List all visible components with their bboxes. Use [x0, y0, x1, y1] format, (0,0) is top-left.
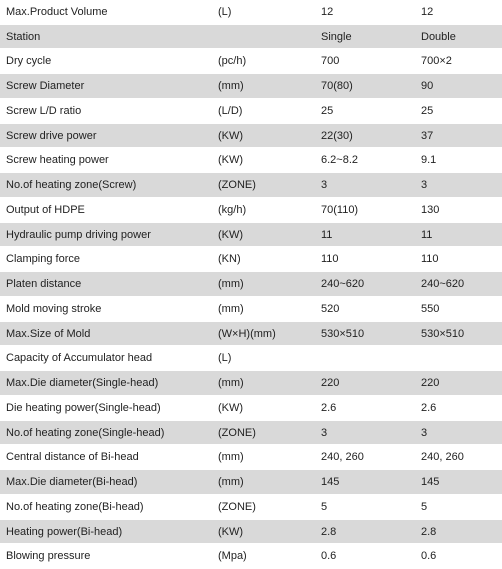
- param-cell: Max.Size of Mold: [6, 327, 91, 340]
- single-value-cell: 12: [321, 6, 334, 18]
- param-cell: Hydraulic pump driving power: [6, 228, 151, 241]
- unit-cell: (W×H)(mm): [218, 327, 276, 340]
- unit-cell: (Mpa): [218, 550, 247, 563]
- single-value-cell: 11: [321, 228, 333, 241]
- param-cell: Screw heating power: [6, 154, 109, 167]
- param-cell: Mold moving stroke: [6, 302, 102, 315]
- param-cell: Heating power(Bi-head): [6, 525, 123, 538]
- single-value-cell: 70(110): [321, 203, 359, 216]
- double-value-cell: Double: [421, 30, 456, 43]
- param-cell: Max.Die diameter(Single-head): [6, 377, 159, 390]
- single-value-cell: Single: [321, 30, 352, 43]
- param-cell: Screw drive power: [6, 129, 97, 142]
- double-value-cell: 700×2: [421, 55, 452, 68]
- single-value-cell: 6.2~8.2: [321, 154, 359, 167]
- unit-cell: (mm): [218, 302, 244, 315]
- single-value-cell: 3: [321, 426, 328, 439]
- double-value-cell: 11: [421, 228, 433, 241]
- unit-cell: (ZONE): [218, 179, 256, 192]
- single-value-cell: 2.8: [321, 525, 337, 538]
- param-cell: No.of heating zone(Bi-head): [6, 500, 144, 513]
- param-cell: Central distance of Bi-head: [6, 451, 139, 464]
- table-row: [0, 544, 502, 569]
- param-cell: Blowing pressure: [6, 550, 91, 563]
- double-value-cell: 9.1: [421, 154, 437, 167]
- unit-cell: (mm): [218, 278, 244, 291]
- single-value-cell: 240~620: [321, 278, 365, 291]
- double-value-cell: 2.8: [421, 525, 437, 538]
- single-value-cell: 5: [321, 500, 328, 513]
- unit-cell: (mm): [218, 80, 244, 93]
- double-value-cell: 530×510: [421, 327, 465, 340]
- unit-cell: (L): [218, 6, 232, 18]
- unit-cell: (kg/h): [218, 203, 247, 216]
- param-cell: No.of heating zone(Single-head): [6, 426, 165, 439]
- unit-cell: (mm): [218, 451, 244, 464]
- table-row: [0, 495, 502, 520]
- single-value-cell: 70(80): [321, 80, 353, 93]
- table-row: [0, 322, 502, 347]
- table-row: [0, 470, 502, 495]
- table-row: [0, 223, 502, 248]
- single-value-cell: 22(30): [321, 129, 353, 142]
- unit-cell: (mm): [218, 476, 244, 489]
- table-row: [0, 520, 502, 545]
- double-value-cell: 90: [421, 80, 434, 93]
- table-row: [0, 74, 502, 99]
- single-value-cell: 2.6: [321, 401, 337, 414]
- double-value-cell: 240, 260: [421, 451, 464, 464]
- unit-cell: (ZONE): [218, 426, 256, 439]
- unit-cell: (ZONE): [218, 500, 256, 513]
- double-value-cell: 220: [421, 377, 440, 390]
- double-value-cell: 37: [421, 129, 434, 142]
- param-cell: No.of heating zone(Screw): [6, 179, 137, 192]
- table-row: [0, 396, 502, 421]
- double-value-cell: 240~620: [421, 278, 465, 291]
- unit-cell: (KW): [218, 525, 244, 538]
- table-row: [0, 148, 502, 173]
- single-value-cell: 520: [321, 302, 340, 315]
- double-value-cell: 130: [421, 203, 440, 216]
- param-cell: Max.Die diameter(Bi-head): [6, 476, 138, 489]
- single-value-cell: 25: [321, 104, 334, 117]
- single-value-cell: 145: [321, 476, 340, 489]
- param-cell: Screw Diameter: [6, 80, 85, 93]
- param-cell: Screw L/D ratio: [6, 104, 82, 117]
- table-row: [0, 49, 502, 74]
- single-value-cell: 220: [321, 377, 340, 390]
- table-row: [0, 272, 502, 297]
- param-cell: Output of HDPE: [6, 203, 85, 216]
- param-cell: Clamping force: [6, 253, 80, 266]
- table-row: [0, 173, 502, 198]
- param-cell: Capacity of Accumulator head: [6, 352, 153, 365]
- unit-cell: (KW): [218, 154, 244, 167]
- single-value-cell: 240, 260: [321, 451, 364, 464]
- single-value-cell: 700: [321, 55, 340, 68]
- table-row: [0, 247, 502, 272]
- param-cell: Station: [6, 30, 41, 43]
- unit-cell: (KN): [218, 253, 241, 266]
- unit-cell: (KW): [218, 129, 244, 142]
- table-row: [0, 0, 502, 25]
- double-value-cell: 0.6: [421, 550, 437, 563]
- unit-cell: (L): [218, 352, 232, 365]
- unit-cell: (KW): [218, 228, 244, 241]
- param-cell: Die heating power(Single-head): [6, 401, 161, 414]
- single-value-cell: 0.6: [321, 550, 337, 563]
- double-value-cell: 550: [421, 302, 440, 315]
- table-row: [0, 297, 502, 322]
- table-row: [0, 124, 502, 149]
- table-row: [0, 421, 502, 446]
- param-cell: Dry cycle: [6, 55, 52, 68]
- single-value-cell: 110: [321, 253, 339, 266]
- double-value-cell: 2.6: [421, 401, 437, 414]
- table-row: [0, 25, 502, 50]
- param-cell: Max.Product Volume: [6, 6, 108, 18]
- single-value-cell: 3: [321, 179, 328, 192]
- table-row: [0, 371, 502, 396]
- unit-cell: (mm): [218, 377, 244, 390]
- table-row: [0, 198, 502, 223]
- double-value-cell: 12: [421, 6, 434, 18]
- param-cell: Platen distance: [6, 278, 82, 291]
- double-value-cell: 145: [421, 476, 440, 489]
- single-value-cell: 530×510: [321, 327, 365, 340]
- table-row: [0, 445, 502, 470]
- unit-cell: (L/D): [218, 104, 243, 117]
- unit-cell: (KW): [218, 401, 244, 414]
- double-value-cell: 3: [421, 426, 428, 439]
- table-row: [0, 99, 502, 124]
- double-value-cell: 5: [421, 500, 428, 513]
- unit-cell: (pc/h): [218, 55, 247, 68]
- double-value-cell: 3: [421, 179, 428, 192]
- double-value-cell: 25: [421, 104, 434, 117]
- table-row: [0, 346, 502, 371]
- double-value-cell: 110: [421, 253, 439, 266]
